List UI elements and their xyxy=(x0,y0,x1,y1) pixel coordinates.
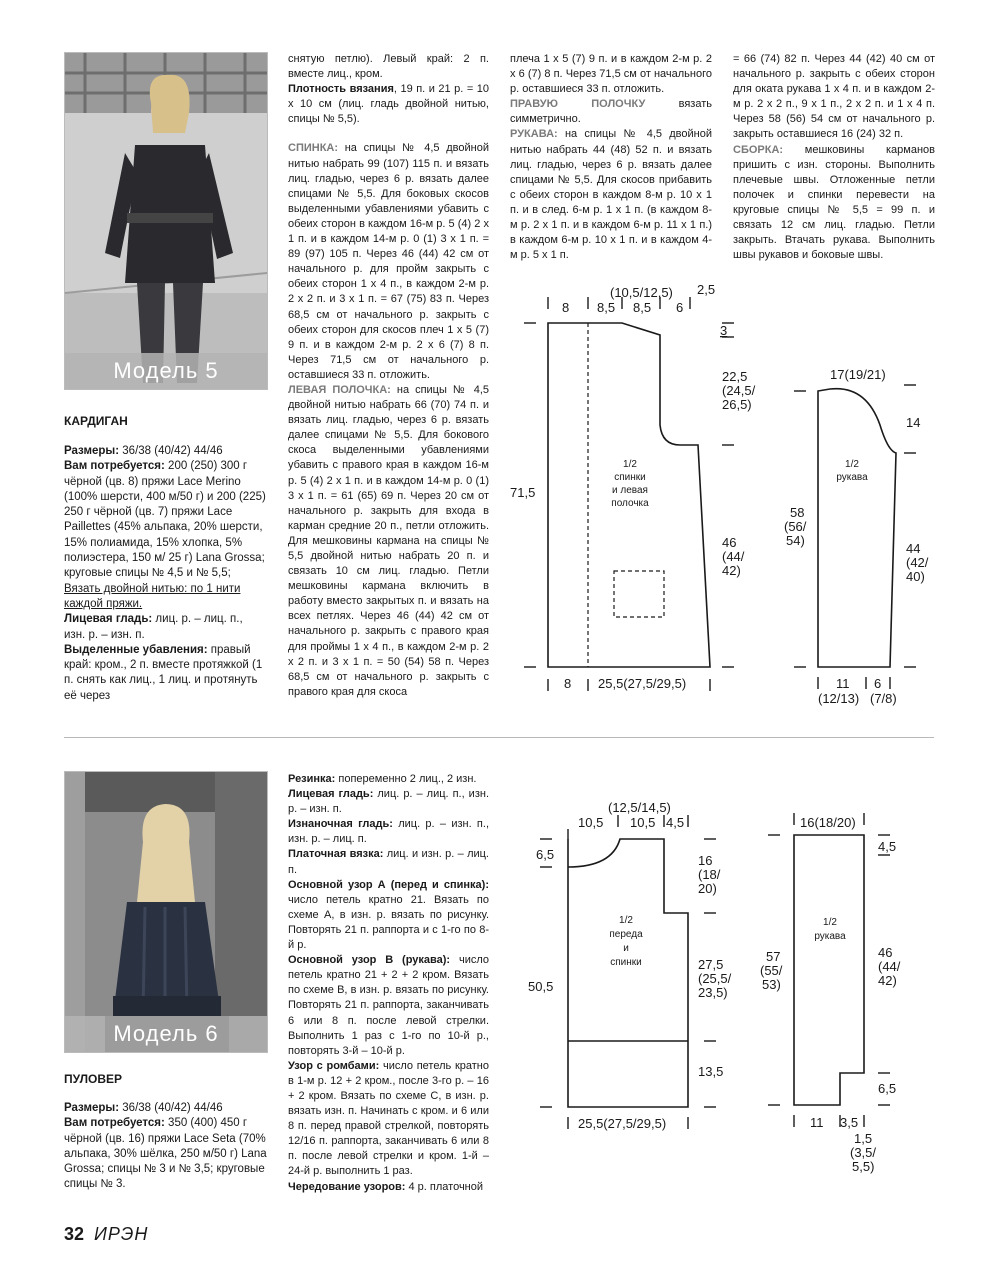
m6-sleeve-bottom-35: 3,5 xyxy=(840,1115,859,1130)
model5-photo xyxy=(64,52,268,390)
m5-sleeve-top: 17(19/21) xyxy=(830,367,886,382)
model6-label: Модель 6 xyxy=(65,1016,267,1052)
m5-sleeve-left-58a: 58 xyxy=(790,505,805,520)
m5-label-right-3: 3 xyxy=(720,323,728,338)
m6-label-right-275a: 27,5 xyxy=(698,957,724,972)
rev-label: Изнаночная гладь: xyxy=(288,818,393,831)
m5-label-right-225c: 26,5) xyxy=(722,397,752,412)
col3-continuation: плеча 1 х 5 (7) 9 п. и в каждом 2-м р. 2 х 6 (7) 8 п. Через 71,5 см от начального р. оставшиеся 33 п. отложить. xyxy=(510,53,712,96)
materials-label: Вам потребуется: xyxy=(64,460,165,473)
m6-sleeve-caption-1: 1/2 xyxy=(823,917,837,928)
m6-sleeve-b15a: 1,5 xyxy=(854,1131,873,1146)
rhomb-value: число петель кратно в 1-м р. 12 + 2 кром., после 3-го р. – 16 + 2 кром. Вязать по схеме С, в изн. р. вязать изн. п. Начинать с кром. и 6 или 8 п. перед правой стрелкой, повторять 12/16 п. раппорта, заканчивать 6 или 8 п. после левой стрелки и кром. 1-й – 24-й р. выполнить 1 раз. xyxy=(288,1059,490,1178)
assembly-label: СБОРКА: xyxy=(733,143,784,156)
patB-label: Основной узор В (рукава): xyxy=(288,954,451,967)
m5-caption-1: 1/2 xyxy=(623,459,637,470)
m5-caption-3: и левая xyxy=(612,485,648,496)
model6-body-diagram xyxy=(520,795,750,1140)
section-divider xyxy=(64,737,934,738)
m6-sleeve-right-65: 6,5 xyxy=(878,1081,897,1096)
m5-sleeve-caption-2: рукава xyxy=(836,472,868,483)
model5-photo-image xyxy=(65,53,267,389)
m5-sleeve-left-58b: (56/ xyxy=(784,519,807,534)
m5-sleeve-right-14: 14 xyxy=(906,415,921,430)
patB-value: число петель кратно 21 + 2 + 2 кром. Вязать по схеме В, в изн. р. вязать по рисунку. Повторять 21 п. раппорта, заканчивать 6 или 8 п. после левой стрелки. Выполнить 1 раз с 1-го по 10-й р., повторять 3-й – 10-й р. xyxy=(288,954,490,1057)
density-value: , 19 п. и 21 р. = 10 х 10 см (лиц. гладь двойной нитью, спицы № 5,5). xyxy=(288,83,489,126)
materials-value: 200 (250) 300 г чёрной (цв. 8) пряжи Lace Merino (100% шерсти, 400 м/50 г) и 200 (225) 250 г чёрной (цв. 7) пряжи Lace Paillettes (45% альпака, 20% шерсти, 15% полиамида, 15% хлопка, 5% полиэстера, 150 м/ 25 г) Lana Grossa; круговые спицы № 4,5 и № 5,5; xyxy=(64,460,266,580)
m6-caption-1: 1/2 xyxy=(619,915,633,926)
m6-sleeve-right-45: 4,5 xyxy=(878,839,897,854)
m6-label-left-65: 6,5 xyxy=(536,847,555,862)
back-label: СПИНКА: xyxy=(288,142,339,155)
m6-st-label: Лицевая гладь: xyxy=(288,788,374,801)
m5-sleeve-bottom-6: 6 xyxy=(874,676,882,691)
m5-sleeve-bottom-78: (7/8) xyxy=(870,691,897,706)
rhomb-label: Узор с ромбами: xyxy=(288,1059,380,1072)
m6-label-right-16c: 20) xyxy=(698,881,717,896)
m6-materials-label: Вам потребуется: xyxy=(64,1117,165,1130)
garter-label: Платочная вязка: xyxy=(288,848,384,861)
right-front-text: вязать симметрично. xyxy=(510,98,712,126)
model6-title: ПУЛОВЕР xyxy=(64,1072,123,1086)
m6-materials-value: 350 (400) 450 г чёрной (цв. 16) пряжи Lace Seta (70% альпака, 30% шёлка, 250 м/50 г) Lana Grossa; спицы № 3 и № 3,5; круговые спицы № 3. xyxy=(64,1117,267,1191)
m5-label-top-85b: 8,5 xyxy=(633,300,652,315)
sizes-label: Размеры: xyxy=(64,445,120,457)
m5-label-right-46c: 42) xyxy=(722,563,741,578)
rev-value: лиц. р. – изн. п., изн. р. – лиц. п. xyxy=(288,818,489,846)
model6-col2 xyxy=(288,772,489,1195)
m6-sleeve-left-57b: (55/ xyxy=(760,963,783,978)
m6-sleeve-right-46c: 42) xyxy=(878,973,897,988)
m5-sleeve-right-44a: 44 xyxy=(906,541,921,556)
m5-sleeve-caption-1: 1/2 xyxy=(845,459,859,470)
m6-sleeve-right-46a: 46 xyxy=(878,945,893,960)
m6-caption-3: и xyxy=(623,943,629,954)
m6-label-top-105b: 10,5 xyxy=(630,815,656,830)
stockinette-value: лиц. р. – лиц. п., изн. р. – изн. п. xyxy=(64,613,243,641)
rib-value: попеременно 2 лиц., 2 изн. xyxy=(335,773,477,785)
col4-text: = 66 (74) 82 п. Через 44 (42) 40 см от начального р. закрыть с обеих сторон для оката рукава 1 х 4 п. и в каждом 2-м р. 2 х 2 п., 9 х 1 п., 2 х 2 п. и 1 х 4 п. Через 58 (56) 54 см от начального р. закрыть оставшиеся 16 (24) 32 п. xyxy=(733,53,935,141)
m5-sleeve-right-44c: 40) xyxy=(906,569,925,584)
model5-info xyxy=(64,444,267,704)
m5-label-bottom-255: 25,5(27,5/29,5) xyxy=(598,676,687,691)
assembly-text: мешковины карманов пришить с изн. стороны. Выполнить плечевые швы. Отложенные петли полочек и спинки перевести на круговые спицы № 5,5 = 99 п. и связать 12 см лиц. гладью. Петли закрыть. Втачать рукава. Выполнить швы рукавов и боковые швы. xyxy=(733,143,935,262)
m5-label-top-85a: 8,5 xyxy=(597,300,616,315)
m6-label-right-16b: (18/ xyxy=(698,867,721,882)
sleeves-text: на спицы № 4,5 двойной нитью набрать 44 (48) 52 п. и вязать лиц. гладью, через 6 р. вязать далее спицами № 5,5. Для скосов прибавить с обеих сторон в каждом 8-м р. 10 х 1 п. и в след. 6-м р. 1 х 1 п. (в каждом 8-м р. 2 х 1 п. и в каждом 6-м р. 11 х 1 п.) в каждом 6-м р. 10 х 1 п. и в каждом 4-м р. 5 х 1 п. xyxy=(510,128,712,262)
m5-caption-2: спинки xyxy=(614,472,646,483)
left-front-text: на спицы № 4,5 двойной нитью набрать 66 (70) 74 п. и вязать лиц. гладью, через 6 р. вязать далее спицами № 5,5. Для бокового скоса выделенными убавлениями убавить с правого края в каждом 16-м р. 5 (4) 2 х 1 п. и в каждом 14-м р. 0 (1) 3 х 1 п. = 61 (65) 69 п. Через 20 см от начального р. закрыть для входа в карман средние 20 п., петли отложить. Для мешковины кармана на спицы № 5,5 двойной нитью набрать 20 п. и связать 10 см лиц. гладью. Петли мешковины кармана включить в работу вместо закрытых п. и вязать на всех петлях. Через 46 (44) 42 см от начального р. закрыть с правого края для проймы 1 х 4 п., в каждом 2-м р. 2 х 2 п. и 3 х 1 п. = 50 (54) 58 п. Через 68,5 см от начального р. закрыть с правого края для скоса xyxy=(288,383,489,698)
sizes-value: 36/38 (40/42) 44/46 xyxy=(119,445,223,457)
m6-sleeve-left-57c: 53) xyxy=(762,977,781,992)
garter-value: лиц. и изн. р. – лиц. п. xyxy=(288,848,489,876)
m6-label-right-135: 13,5 xyxy=(698,1064,724,1079)
m6-label-right-16a: 16 xyxy=(698,853,713,868)
m5-caption-4: полочка xyxy=(611,498,649,509)
m6-st-value: лиц. р. – лиц. п., изн. р. – изн. п. xyxy=(288,788,490,816)
magazine-brand: ИРЭН xyxy=(94,1224,149,1244)
m6-sleeve-right-46b: (44/ xyxy=(878,959,901,974)
m6-sleeve-bottom-11: 11 xyxy=(810,1115,824,1130)
model5-col3 xyxy=(510,52,712,263)
double-yarn-note: Вязать двойной нитью: по 1 нити каждой пряжи. xyxy=(64,582,241,610)
m5-label-top-paren: (10,5/12,5) xyxy=(610,285,673,300)
m5-label-right-225a: 22,5 xyxy=(722,369,748,384)
model5-sleeve-diagram xyxy=(770,355,950,715)
m5-label-right-225b: (24,5/ xyxy=(722,383,756,398)
m5-sleeve-left-58c: 54) xyxy=(786,533,805,548)
m5-sleeve-right-44b: (42/ xyxy=(906,555,929,570)
m5-label-left-715: 71,5 xyxy=(510,485,536,500)
m6-sizes-label: Размеры: xyxy=(64,1102,120,1114)
m5-label-bottom-8: 8 xyxy=(564,676,572,691)
decrease-label: Выделенные убавления: xyxy=(64,643,208,656)
model6-sleeve-diagram xyxy=(750,805,950,1185)
model6-photo xyxy=(64,771,268,1053)
rib-label: Резинка: xyxy=(288,773,336,785)
alt-value: 4 р. платочной xyxy=(405,1180,484,1193)
m6-label-top-45: 4,5 xyxy=(666,815,685,830)
m5-label-right-46b: (44/ xyxy=(722,549,745,564)
m6-label-right-275c: 23,5) xyxy=(698,985,728,1000)
m5-sleeve-bottom-1213: (12/13) xyxy=(818,691,860,706)
stockinette-label: Лицевая гладь: xyxy=(64,613,153,626)
m6-label-top-105a: 10,5 xyxy=(578,815,604,830)
m6-sleeve-top: 16(18/20) xyxy=(800,815,856,830)
model5-body-diagram xyxy=(500,275,756,715)
right-front-label: ПРАВУЮ ПОЛОЧКУ xyxy=(510,98,646,111)
m6-label-bottom-255: 25,5(27,5/29,5) xyxy=(578,1116,667,1131)
m6-caption-4: спинки xyxy=(610,957,642,968)
left-front-label: ЛЕВАЯ ПОЛОЧКА: xyxy=(288,383,391,396)
decrease-value: правый край: кром., 2 п. вместе протяжкой (1 п. снять как лиц., 1 лиц. и протянуть её через xyxy=(64,643,263,702)
m6-label-right-275b: (25,5/ xyxy=(698,971,732,986)
model6-info xyxy=(64,1101,267,1193)
col2-continuation: снятую петлю). Левый край: 2 п. вместе лиц., кром. xyxy=(288,53,489,81)
page-number: 32 xyxy=(64,1224,85,1244)
sleeves-label: РУКАВА: xyxy=(510,128,558,141)
m5-label-top-6: 6 xyxy=(676,300,684,315)
model5-col2 xyxy=(288,52,489,700)
m6-sizes-value: 36/38 (40/42) 44/46 xyxy=(119,1102,223,1114)
model6-photo-image xyxy=(65,772,267,1052)
m5-label-top-8: 8 xyxy=(562,300,570,315)
m6-caption-2: переда xyxy=(609,929,643,940)
model5-label: Модель 5 xyxy=(65,353,267,389)
m5-label-top-25: 2,5 xyxy=(697,282,716,297)
alt-label: Чередование узоров: xyxy=(288,1180,406,1193)
m6-label-left-505: 50,5 xyxy=(528,979,554,994)
m6-sleeve-b15b: (3,5/ xyxy=(850,1145,877,1160)
m6-sleeve-caption-2: рукава xyxy=(814,931,846,942)
model5-title: КАРДИГАН xyxy=(64,414,128,428)
m5-label-right-46a: 46 xyxy=(722,535,737,550)
model5-col4 xyxy=(733,52,935,263)
m5-sleeve-bottom-11: 11 xyxy=(836,676,850,691)
density-label: Плотность вязания xyxy=(288,83,394,96)
patA-label: Основной узор А (перед и спинка): xyxy=(288,878,489,891)
m6-sleeve-b15c: 5,5) xyxy=(852,1159,875,1174)
patA-value: число петель кратно 21. Вязать по схеме А, в изн. р. вязать по рисунку. Повторять 21 п. раппорта и с 1-го по 8-й р. xyxy=(288,893,489,952)
back-text: на спицы № 4,5 двойной нитью набрать 99 (107) 115 п. и вязать лиц. гладью, через 6 р. вязать далее спицами № 5,5. Для боковых скосов выделенными убавлениями убавить с обеих сторон в каждом 16-м р. 5 (4) 2 х 1 п. и в каждом 14-м р. 0 (1) 3 х 1 п. = 89 (97) 105 п. Через 46 (44) 42 см от начального р. для пройм закрыть с обеих сторон 1 х 4 п., в каждом 2-м р. 2 х 2 п. и 3 х 1 п. = 67 (75) 83 п. Через 68,5 см от начального р. закрыть с обеих сторон для скосов плеч 1 х 5 (7) 9 п. и в каждом 2-м р. 2 х 6 (7) 8 п. Через 71,5 см от начального р. оставшиеся 33 п. отложить. xyxy=(288,142,489,381)
m6-sleeve-left-57a: 57 xyxy=(766,949,781,964)
m6-label-top-paren: (12,5/14,5) xyxy=(608,800,671,815)
